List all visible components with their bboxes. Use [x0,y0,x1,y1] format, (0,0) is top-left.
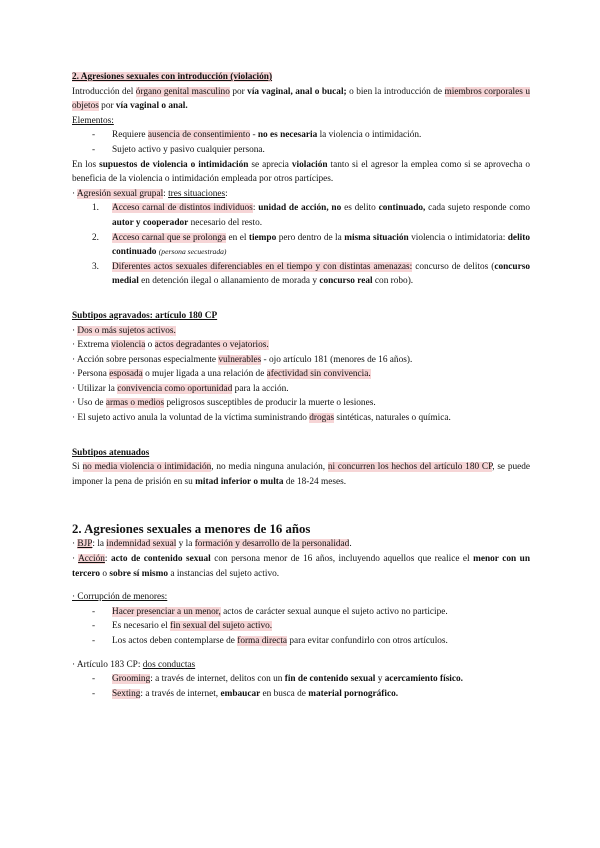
list-item: · Extrema violencia o actos degradantes o vejatorios. [72,340,269,351]
section-title-agravados: Subtipos agravados: artículo 180 CP [72,310,218,321]
list-item: · Utilizar la convivencia como oportunidad para la acción. [72,383,289,394]
grupal-line: · Agresión sexual grupal: tres situaciones: [72,188,228,199]
list-item: · Uso de armas o medios peligrosos susceptibles de producir la muerte o lesiones. [72,398,376,409]
list-item: - Los actos deben contemplarse de forma directa para evitar confundirlo con otros artículos. [72,634,530,649]
situaciones-list [72,201,530,289]
list-item: · El sujeto activo anula la voluntad de la víctima suministrando drogas sintéticas, naturales o química. [72,413,451,424]
section-title-menores: 2. Agresiones sexuales a menores de 16 años [72,522,311,537]
conductas-list [72,672,530,701]
list-item: - Es necesario el fin sexual del sujeto activo. [72,619,530,634]
articulo-183-line: · Artículo 183 CP: dos conductas [72,659,196,670]
list-item: 1. Acceso carnal de distintos individuos: unidad de acción, no es delito continuado, cada sujeto responde como autor y cooperador necesario del resto. [92,203,530,228]
atenuados-paragraph: Si no media violencia o intimidación, no media ninguna anulación, ni concurren los hechos del artículo 180 CP, se puede imponer la pena de prisión en su mitad inferior o multa de 18-24 meses. [72,462,531,487]
bjp-line: · BJP: la indemnidad sexual y la formación y desarrollo de la personalidad. [72,539,352,550]
section-title-atenuados: Subtipos atenuados [72,447,150,458]
supuestos-paragraph: En los supuestos de violencia o intimidación se aprecia violación tanto si el agresor la emplea como si se aprovecha o beneficia de la violencia o intimidación empleada por otros partícipes. [72,159,531,185]
document-content [72,70,530,701]
list-item: 2. Acceso carnal que se prolonga en el tiempo pero dentro de la misma situación violencia o intimidatoria: delito continuado (persona secuestrada) [92,232,530,258]
accion-paragraph: · Acción: acto de contenido sexual con persona menor de 16 años, incluyendo aquellos que realice el menor con un tercero o sobre sí mismo a instancias del sujeto activo. [72,554,530,579]
list-item: 3. Diferentes actos sexuales diferenciables en el tiempo y con distintas amenazas: concurso de delitos (concurso medial en detención ilegal o allanamiento de morada y concurso real con robo). [92,261,530,287]
list-item: - Requiere ausencia de consentimiento - no es necesaria la violencia o intimidación. [72,128,530,143]
corrupcion-list [72,605,530,649]
list-item: · Acción sobre personas especialmente vulnerables - ojo artículo 181 (menores de 16 años). [72,354,413,365]
list-item: - Sujeto activo y pasivo cualquier persona. [72,143,530,158]
elementos-label: Elementos: [72,115,114,126]
intro-paragraph: Introducción del órgano genital masculino por vía vaginal, anal o bucal; o bien la introducción de miembros corporales u objetos por vía vaginal o anal. [72,86,530,112]
list-item: - Grooming: a través de internet, delitos con un fin de contenido sexual y acercamiento físico. [72,672,530,687]
list-item: · Persona esposada o mujer ligada a una relación de afectividad sin convivencia. [72,369,371,380]
section-title-violacion: 2. Agresiones sexuales con introducción (violación) [72,72,273,82]
list-item: - Hacer presenciar a un menor, actos de carácter sexual aunque el sujeto activo no participe. [72,605,530,620]
list-item: · Dos o más sujetos activos. [72,325,176,336]
elementos-list [72,128,530,157]
corrupcion-label: · Corrupción de menores: [72,592,168,603]
list-item: - Sexting: a través de internet, embaucar en busca de material pornográfico. [72,687,530,702]
